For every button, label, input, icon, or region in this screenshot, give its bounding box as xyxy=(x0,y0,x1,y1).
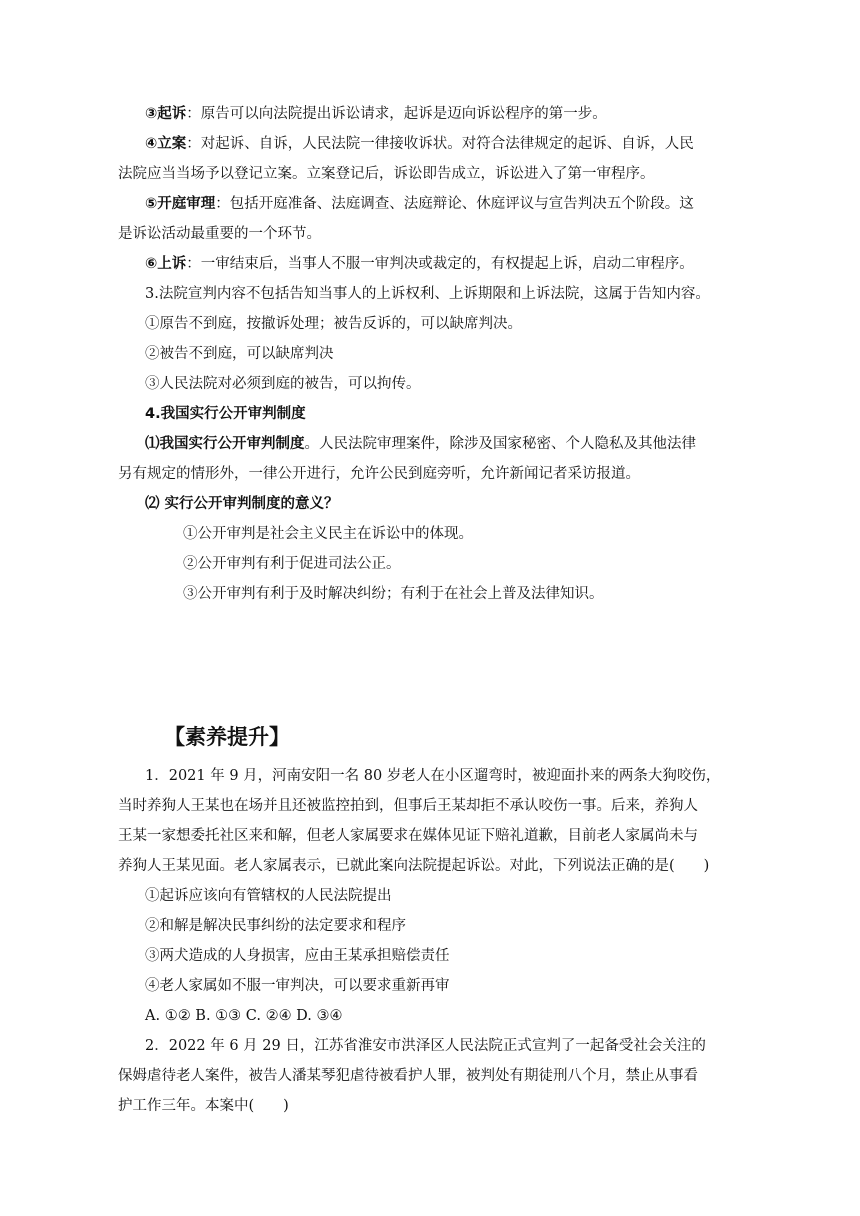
section-3-point-3: ③人民法院对必须到庭的被告，可以拘传。 xyxy=(145,376,421,392)
item-lian-text: ：对起诉、自诉，人民法院一律接收诉状。对符合法律规定的起诉、自诉，人民 xyxy=(186,136,694,152)
q2-line-3: 护工作三年。本案中( ) xyxy=(118,1098,289,1114)
q1-option-2: ②和解是解决民事纠纷的法定要求和程序 xyxy=(145,918,406,934)
term-shangsu: ⑥上诉 xyxy=(145,256,187,272)
q1-option-4: ④老人家属如不服一审判决，可以要求重新再审 xyxy=(145,978,450,994)
q1-line-4: 养狗人王某见面。老人家属表示，已就此案向法院提起诉讼。对此，下列说法正确的是( ) xyxy=(118,858,710,874)
item-qisu xyxy=(145,103,765,125)
q1-choices: A. ①② B. ①③ C. ②④ D. ③④ xyxy=(145,1008,343,1024)
q2-line-2: 保姆虐待老人案件，被告人潘某琴犯虐待被看护人罪，被判处有期徒刑八个月，禁止从事看 xyxy=(118,1068,698,1084)
section-4-p1 xyxy=(145,433,765,455)
item-qisu-text: ：原告可以向法院提出诉讼请求，起诉是迈向诉讼程序的第一步。 xyxy=(186,106,607,122)
section-4-p1-bold: ⑴我国实行公开审判制度 xyxy=(145,436,305,452)
item-kaiting-cont: 是诉讼活动最重要的一个环节。 xyxy=(118,226,321,242)
term-lian: ④立案 xyxy=(145,136,187,152)
section-4-title: 4.我国实行公开审判制度 xyxy=(145,406,306,422)
item-kaiting xyxy=(145,193,765,215)
section-4-point-3: ③公开审判有利于及时解决纠纷；有利于在社会上普及法律知识。 xyxy=(183,586,604,602)
item-lian xyxy=(145,133,765,155)
item-shangsu-text: ：一审结束后，当事人不服一审判决或裁定的，有权提起上诉，启动二审程序。 xyxy=(186,256,694,272)
section-4-p1-text: 。人民法院审理案件，除涉及国家秘密、个人隐私及其他法律 xyxy=(304,436,696,452)
item-shangsu xyxy=(145,253,765,275)
q1-line-1: 1．2021 年 9 月，河南安阳一名 80 岁老人在小区遛弯时，被迎面扑来的两条大狗咬伤， xyxy=(145,768,721,784)
term-qisu: ③起诉 xyxy=(145,106,187,122)
section-3-point-1: ①原告不到庭，按撤诉处理；被告反诉的，可以缺席判决。 xyxy=(145,316,522,332)
q1-line-2: 当时养狗人王某也在场并且还被监控拍到，但事后王某却拒不承认咬伤一事。后来，养狗人 xyxy=(118,798,698,814)
q1-line-3: 王某一家想委托社区来和解，但老人家属要求在媒体见证下赔礼道歉，目前老人家属尚未与 xyxy=(118,828,698,844)
section-4-p1-cont: 另有规定的情形外，一律公开进行，允许公民到庭旁听，允许新闻记者采访报道。 xyxy=(118,466,640,482)
item-lian-cont: 法院应当当场予以登记立案。立案登记后，诉讼即告成立，诉讼进入了第一审程序。 xyxy=(118,166,655,182)
section-3-point-2: ②被告不到庭，可以缺席判决 xyxy=(145,346,334,362)
section-4-point-2: ②公开审判有利于促进司法公正。 xyxy=(183,556,401,572)
section-4-q2: ⑵ 实行公开审判制度的意义？ xyxy=(145,496,339,512)
q2-line-1: 2．2022 年 6 月 29 日，江苏省淮安市洪泽区人民法院正式宣判了一起备受社会关注的 xyxy=(145,1038,706,1054)
section-heading: 【素养提升】 xyxy=(164,725,290,749)
term-kaiting: ⑤开庭审理 xyxy=(145,196,216,212)
section-3-title: 3.法院宣判内容不包括告知当事人的上诉权利、上诉期限和上诉法院，这属于告知内容。 xyxy=(145,286,710,302)
item-kaiting-text: ：包括开庭准备、法庭调查、法庭辩论、休庭评议与宣告判决五个阶段。这 xyxy=(215,196,694,212)
q1-option-1: ①起诉应该向有管辖权的人民法院提出 xyxy=(145,888,392,904)
q1-option-3: ③两犬造成的人身损害，应由王某承担赔偿责任 xyxy=(145,948,450,964)
section-4-point-1: ①公开审判是社会主义民主在诉讼中的体现。 xyxy=(183,526,473,542)
